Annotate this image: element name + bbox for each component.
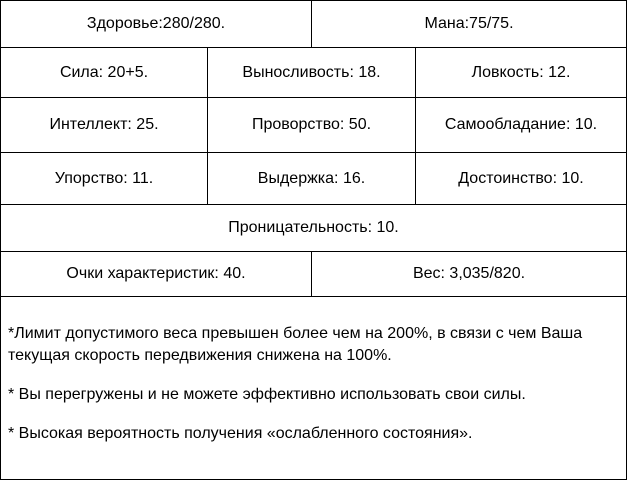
persistence-stat: Упорство: 11. [0,153,208,205]
health-stat: Здоровье:280/280. [0,0,312,48]
overweight-note: *Лимит допустимого веса превышен более чем на 200%, в связи с чем Ваша текущая скорость передвижения снижена на 100%. [8,325,583,364]
stats-row-points-weight [0,252,627,297]
endurance-stat: Выносливость: 18. [208,48,416,98]
stat-points: Очки характеристик: 40. [0,252,312,297]
stats-row-insight [0,205,627,252]
stats-row-will [0,153,627,205]
composure-stat: Самообладание: 10. [416,98,627,153]
fortitude-stat: Выдержка: 16. [208,153,416,205]
mana-stat: Мана:75/75. [312,0,627,48]
intellect-stat: Интеллект: 25. [0,98,208,153]
insight-stat: Проницательность: 10. [0,205,627,252]
strength-stat: Сила: 20+5. [0,48,208,98]
stats-row-mental [0,98,627,153]
dexterity-stat: Проворство: 50. [208,98,416,153]
stats-row-vitals [0,0,627,48]
weight-stat: Вес: 3,035/820. [312,252,627,297]
overloaded-note: * Вы перегружены и не можете эффективно использовать свои силы. [8,386,526,403]
weakened-state-note: * Высокая вероятность получения «ослабленного состояния». [8,425,473,442]
stats-row-physical [0,48,627,98]
dignity-stat: Достоинство: 10. [416,153,627,205]
agility-stat: Ловкость: 12. [416,48,627,98]
status-notes [0,297,627,480]
